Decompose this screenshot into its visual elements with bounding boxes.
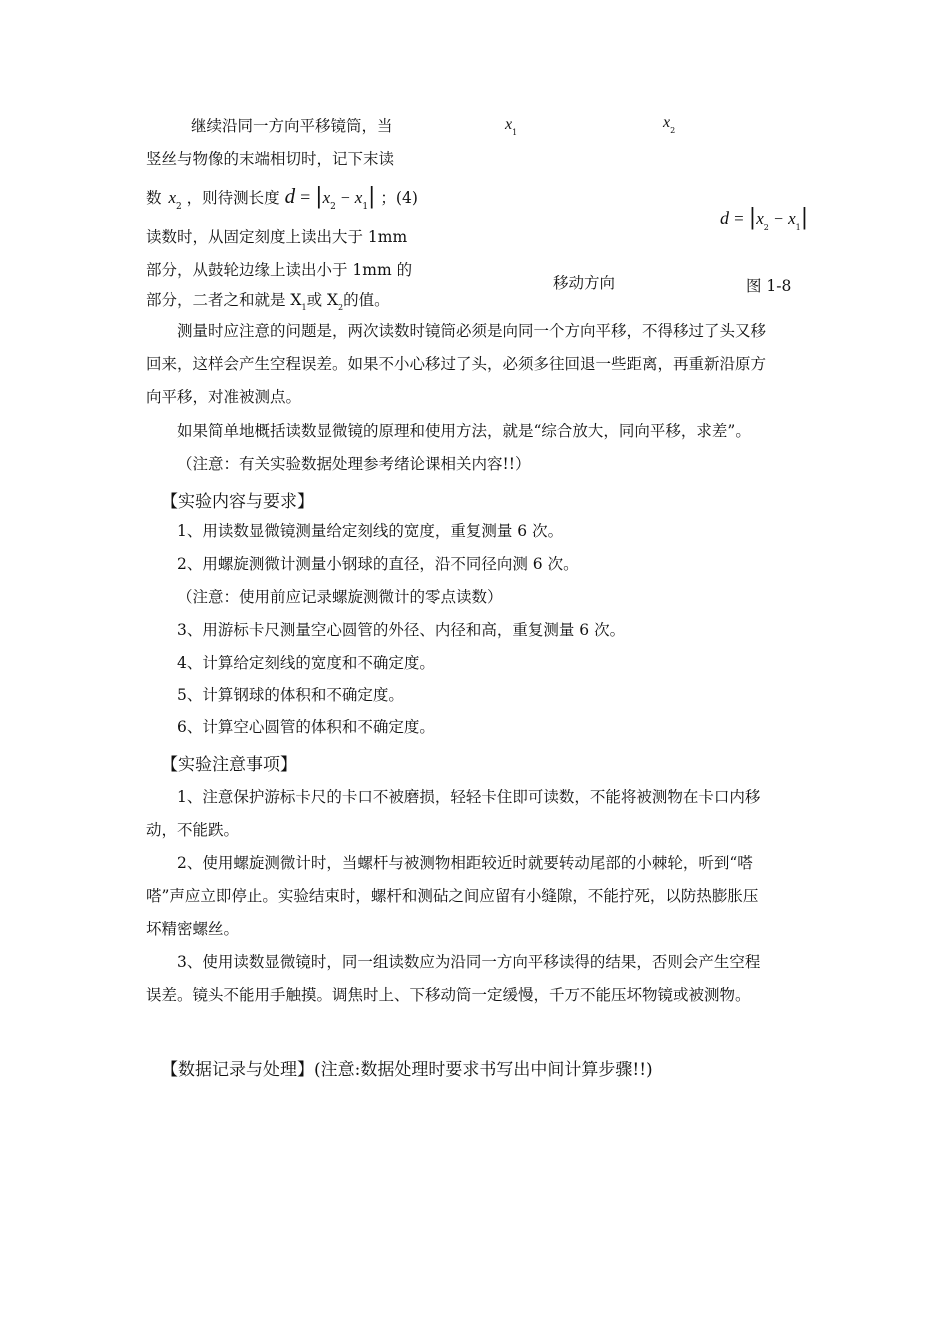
list-item: 2、用螺旋测微计测量小钢球的直径，沿不同径向测 6 次。: [177, 555, 579, 573]
note-line: （注意：有关实验数据处理参考绪论课相关内容!!）: [177, 455, 531, 473]
math-subscript: 2: [330, 202, 336, 212]
math-symbol-x: x: [788, 209, 796, 228]
text-line: 嗒”声应立即停止。实验结束时，螺杆和测砧之间应留有小缝隙，不能拧死，以防热膨胀压: [146, 887, 759, 905]
math-subscript: 1: [795, 223, 801, 232]
math-subscript: 1: [362, 202, 369, 212]
math-subscript: 2: [670, 126, 676, 135]
text-line: [146, 291, 390, 312]
list-item: 6、计算空心圆管的体积和不确定度。: [177, 718, 435, 736]
text-line: 1、注意保护游标卡尺的卡口不被磨损，轻轻卡住即可读数，不能将被测物在卡口内移: [177, 788, 761, 806]
text-line: 竖丝与物像的末端相切时，记下末读: [146, 150, 395, 168]
figure-caption: 图 1-8: [746, 277, 792, 295]
text-line: 3、使用读数显微镜时，同一组读数应为沿同一方向平移读得的结果，否则会产生空程: [177, 953, 761, 971]
math-symbol-x: x: [168, 188, 176, 207]
text-line: 2、使用螺旋测微计时，当螺杆与被测物相距较近时就要转动尾部的小棘轮，听到“嗒: [177, 854, 753, 872]
math-abs-bar: |: [800, 205, 809, 230]
math-symbol-x: x: [663, 114, 671, 131]
text-fragment: ，则待测长度: [186, 189, 280, 207]
math-equals: =: [300, 187, 311, 207]
text-line: 继续沿同一方向平移镜筒，当: [191, 117, 393, 135]
text-line: 读数时，从固定刻度上读出大于 1mm: [146, 228, 408, 246]
section-heading: 【数据记录与处理】: [161, 1060, 314, 1080]
math-subscript: 1: [512, 128, 518, 137]
section-heading-data: [161, 1055, 653, 1080]
text-line-formula: [146, 184, 418, 212]
text-fragment: 部分，二者之和就是 X: [146, 291, 302, 309]
text-line: 回来，这样会产生空程误差。如果不小心移过了头，必须多往回退一些距离，再重新沿原方: [146, 355, 767, 373]
section-note: (注意:数据处理时要求书写出中间计算步骤!!): [314, 1060, 653, 1080]
text-line: 如果简单地概括读数显微镜的原理和使用方法，就是“综合放大，同向平移，求差”。: [177, 422, 751, 440]
figure-label-x1: [505, 114, 518, 137]
math-equals: =: [734, 209, 744, 228]
figure-label-x2: [663, 112, 676, 135]
text-line: 误差。镜头不能用手触摸。调焦时上、下移动筒一定缓慢，千万不能压坏物镜或被测物。: [146, 986, 751, 1004]
text-line: 动，不能跌。: [146, 821, 240, 839]
text-line: 部分，从鼓轮边缘上读出小于 1mm 的: [146, 261, 413, 279]
text-line: 向平移，对准被测点。: [146, 388, 302, 406]
subscript: 1: [301, 303, 307, 312]
text-fragment: 的值。: [343, 291, 390, 309]
section-heading: 【实验注意事项】: [161, 755, 297, 775]
math-subscript: 2: [763, 223, 769, 232]
figure-direction-label: 移动方向: [553, 274, 616, 292]
math-minus: −: [340, 190, 350, 207]
section-heading: 【实验内容与要求】: [161, 492, 314, 512]
math-abs-bar: |: [315, 184, 323, 209]
math-symbol-d: d: [284, 184, 296, 208]
math-symbol-x: x: [756, 209, 764, 228]
text-fragment: ；(4): [380, 189, 418, 207]
text-fragment: 或 X: [306, 291, 339, 309]
list-item: 4、计算给定刻线的宽度和不确定度。: [177, 654, 435, 672]
text-line: 坏精密螺丝。: [146, 920, 240, 938]
math-symbol-x: x: [505, 116, 513, 133]
math-abs-bar: |: [748, 205, 757, 230]
list-item: 5、计算钢球的体积和不确定度。: [177, 686, 404, 704]
list-item: 1、用读数显微镜测量给定刻线的宽度，重复测量 6 次。: [177, 522, 564, 540]
text-fragment: 数: [146, 189, 162, 207]
list-item: 3、用游标卡尺测量空心圆管的外径、内径和高，重复测量 6 次。: [177, 621, 626, 639]
subscript: 2: [338, 303, 344, 312]
math-symbol-x: x: [322, 188, 331, 207]
math-abs-bar: |: [368, 184, 376, 209]
math-symbol-x: x: [354, 188, 363, 207]
text-line: 测量时应注意的问题是，两次读数时镜筒必须是向同一个方向平移，不得移过了头又移: [177, 322, 767, 340]
math-subscript: 2: [176, 202, 182, 212]
math-symbol-d: d: [720, 208, 729, 228]
figure-formula: [720, 205, 808, 230]
math-minus: −: [773, 211, 783, 228]
list-item: （注意：使用前应记录螺旋测微计的零点读数）: [177, 588, 503, 606]
